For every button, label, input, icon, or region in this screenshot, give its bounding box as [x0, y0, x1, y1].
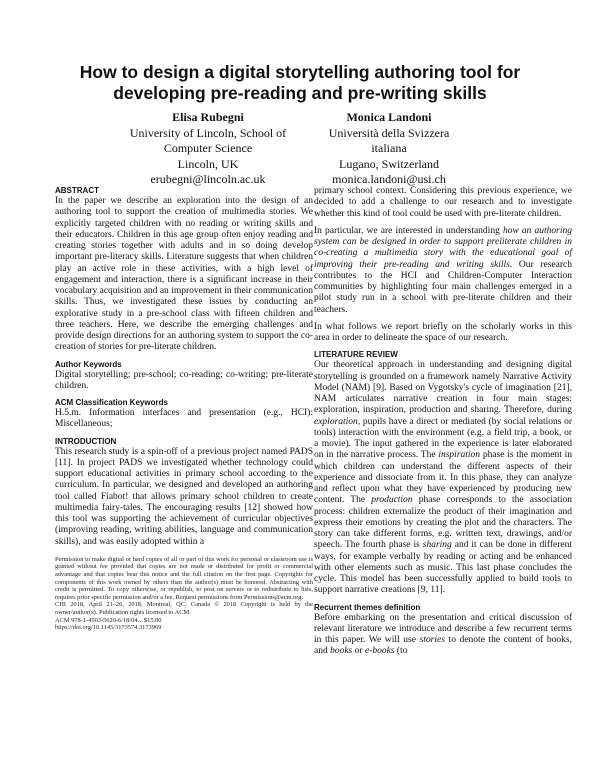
paper-title: How to design a digital storytelling authoring tool for developing pre-reading and pre-writing skills	[79, 62, 521, 103]
paragraph: primary school context. Considering this previous experience, we decided to add a challenge to our research and to investigate whether this kind of tool could be used with pre-literate children.	[314, 186, 572, 219]
right-column	[314, 186, 572, 664]
author-email: erubegni@lincoln.ac.uk	[150, 172, 266, 186]
term: books	[330, 646, 353, 657]
literature-review-text	[314, 360, 572, 596]
author-name: Elisa Rubegni	[172, 110, 244, 124]
author-affiliation: Computer Science	[163, 141, 253, 155]
text-run: phase is the moment in which children can understand the different aspects of their experience and dissociate from it. In this phase, they can analyze and reflect upon what they have experienced by producing new content. The	[314, 450, 572, 506]
text-run: In particular, we are interested in understanding	[314, 225, 503, 236]
text-run: (to	[394, 646, 408, 657]
term: exploration	[314, 416, 358, 427]
term: e-books	[364, 646, 395, 657]
text-run: Before embarking on the presentation and critical discussion of relevant literature we introduce and describe a few recurrent terms in this paper. We will use	[314, 612, 572, 645]
acm-text: H.5.m. Information interfaces and presentation (e.g., HCI): Miscellaneous;	[55, 408, 313, 430]
isbn-text: ACM 978-1-4503-5620-6/18/04…$15.00	[55, 616, 162, 624]
author-name: Monica Landoni	[346, 110, 432, 124]
keywords-heading: Author Keywords	[55, 359, 122, 369]
term: sharing	[422, 540, 452, 551]
term: inspiration	[438, 450, 481, 461]
text-run: . Our research contributes to the HCI and Children-Computer Interaction communities by highlighting four main challenges emerged in a pilot study run in a school with pre-literate children and their teachers.	[314, 259, 572, 315]
author-affiliation: University of Lincoln, School of	[129, 125, 287, 140]
permission-block	[55, 556, 313, 632]
paragraph: In what follows we report briefly on the scholarly works in this area in order to delineate the space of our research.	[314, 321, 572, 343]
left-column	[55, 186, 313, 632]
text-run: to denote the content of books, and	[314, 635, 572, 657]
abstract-text: In the paper we describe an exploration into the design of an authoring tool to support the creation of multimedia stories. We explicitly targeted children with no reading or writing skills and their educators. Children in this age group often enjoy reading and creating stories together with adults and in so doing develop important pre-literacy skills. Literature suggests that when children play an active role in these activities, with a high level of engagement and interaction, there is a significant increase in their vocabulary acquisition and an improvement in their communication skills. Thus, we investigated these issues by conducting an explorative study in a pre-school class with fifteen children and three teachers. Here, we describe the emerging challenges and provide design directions for an authoring system to support the co-creation of stories for pre-literate children.	[55, 196, 313, 353]
acm-heading: ACM Classification Keywords	[55, 398, 168, 407]
research-question-paragraph	[314, 226, 572, 316]
research-question: how an authoring system can be designed in order to support preliterate children in co-creating a multimedia story with the educational goal of improving their pre-reading and writing skills	[314, 225, 573, 270]
term: production	[371, 495, 413, 506]
author-email: monica.landoni@usi.ch	[332, 172, 446, 186]
literature-review-heading: LITERATURE REVIEW	[314, 350, 398, 360]
author-location: Lincoln, UK	[177, 156, 239, 171]
introduction-heading: INTRODUCTION	[55, 436, 117, 446]
text-run: Our theoretical approach in understanding and designing digital storytelling is grounded on a framework namely Narrative Activity Model (NAM) [9]. Based on Vygotsky's cycle of imagination [21], NAM articulates narrative creation in four main stages: exploration, inspiration, production and sharing. Therefore, during	[314, 360, 572, 416]
text-run: phase corresponds to the association process: children externalize the product of their imagination and express their emotions by creating the plot and the characters. The story can take different forms, e.g. written text, drawings, and/or speech. The fourth phase is	[314, 495, 572, 551]
text-run: , pupils have a direct or mediated (by social relations or tools) interaction with the environment (e.g. a field trip, a book, or a movie). The input gathered in the experience is later elaborated on in the narrative process. The	[314, 416, 572, 461]
author-block-1	[108, 110, 308, 188]
recurrent-themes-text	[314, 613, 572, 658]
text-run: or	[352, 646, 365, 657]
author-affiliation: italiana	[371, 141, 407, 155]
conference-info: CHI 2018, April 21–26, 2018, Montreal, QC, Canada © 2018 Copyright is held by the owner/author(s). Publication rights licensed to ACM.	[55, 601, 313, 616]
keywords-text: Digital storytelling; pre-school; co-reading; co-writing; pre-literate children.	[55, 369, 313, 391]
permission-text: Permission to make digital or hard copies of all or part of this work for personal or classroom use is granted without fee provided that copies are not made or distributed for profit or commercial advantage and that copies bear this notice and the full citation on the first page. Copyrights for components of this work owned by others than the author(s) must be honored. Abstracting with credit is permitted. To copy otherwise, or republish, to post on servers or to redistribute to lists, requires prior specific permission and/or a fee. Request permissions from Permissions@acm.org.	[55, 555, 313, 601]
introduction-text: This research study is a spin-off of a previous project named PADS [11]. In project PADS we investigated whether technology could support educational activities in primary school according to the curriculum. In particular, we designed and developed an authoring tool called Fiabot! that allows primary school children to create multimedia fairy-tales. The encouraging results [12] showed how this tool was supporting the achievement of curricular objectives (improving reading, writing abilities, language and communication skills), and was easily adopted within a	[55, 446, 313, 547]
author-location: Lugano, Switzerland	[339, 156, 439, 171]
doi-link[interactable]: https://doi.org/10.1145/3173574.3173969	[55, 624, 162, 632]
abstract-heading: ABSTRACT	[55, 186, 99, 195]
author-affiliation: Università della Svizzera	[328, 125, 450, 140]
recurrent-themes-heading: Recurrent themes definition	[314, 602, 421, 612]
term: stories	[419, 635, 445, 645]
text-run: and it can be done in different ways, for example verbally by reading or acting and be enhanced with other elements such as music. This last phase concludes the cycle. This model has been successfully applied to build tools to support narrative creations [9, 11].	[314, 540, 572, 596]
author-block-2	[289, 110, 489, 188]
